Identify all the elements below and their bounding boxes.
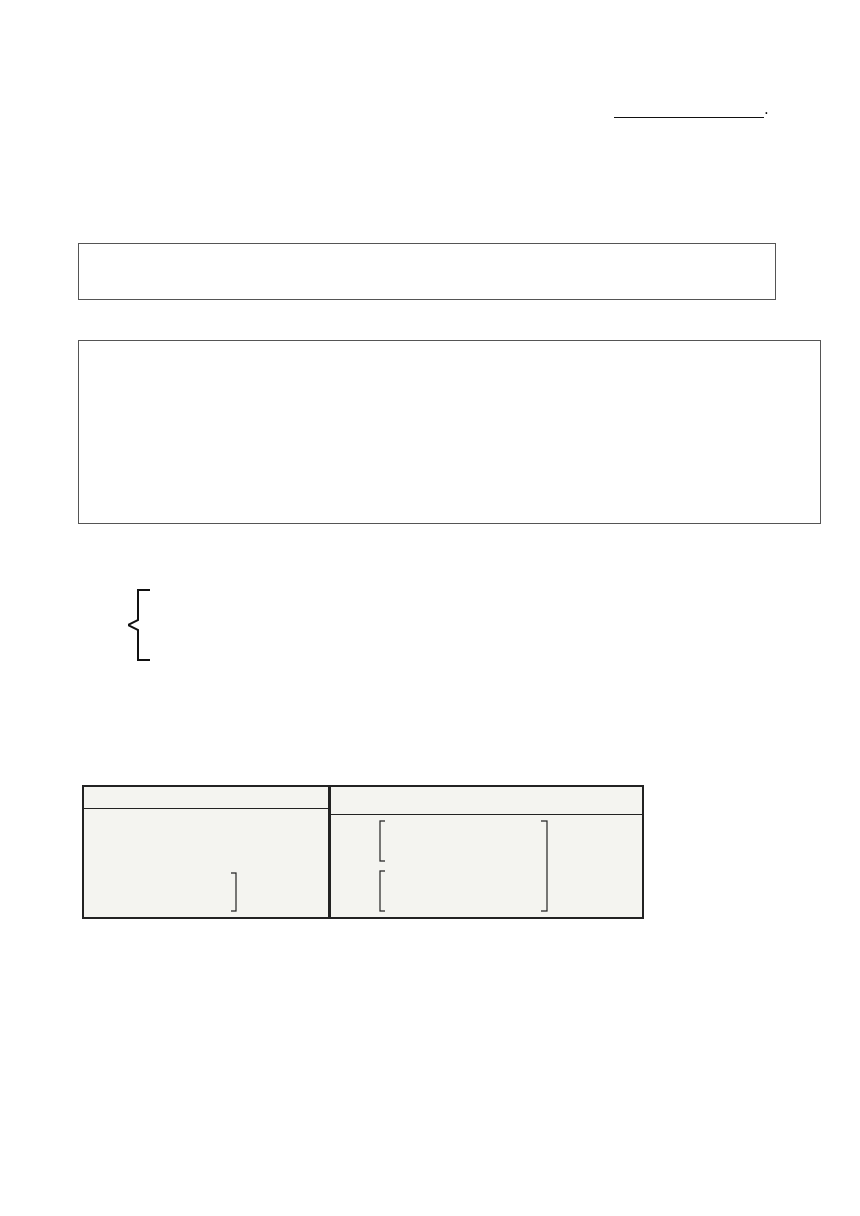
left-brace-icon xyxy=(230,871,240,915)
dong-brace-icon xyxy=(376,819,386,865)
table-divider xyxy=(328,787,331,917)
read-chars-table xyxy=(78,340,821,524)
table-rule-left xyxy=(84,808,328,809)
jing-brace-icon xyxy=(376,869,386,915)
name-blank[interactable] xyxy=(614,103,764,118)
write-chars-box xyxy=(78,243,776,300)
right-brace-icon xyxy=(540,819,552,915)
name-field[interactable]: . xyxy=(610,100,769,118)
brace-icon xyxy=(128,580,154,670)
polyphone-diagram xyxy=(114,580,414,670)
lesson15-structure-table xyxy=(82,785,644,919)
table-rule-right xyxy=(331,814,644,815)
